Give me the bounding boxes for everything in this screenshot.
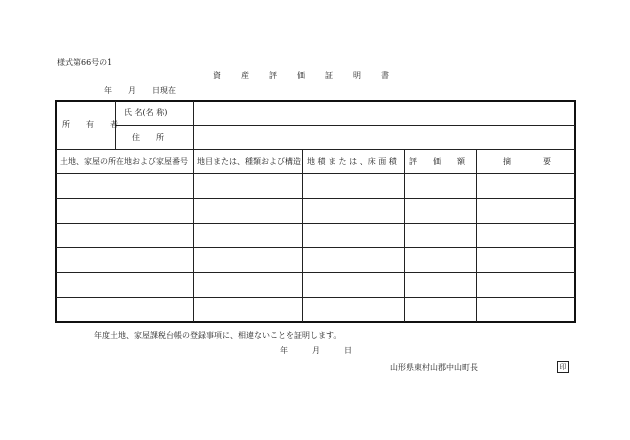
issuer-name: 山形県東村山郡中山町長 bbox=[390, 363, 478, 372]
certification-date: 年 月 日 bbox=[280, 346, 352, 355]
seal-stamp: 印 bbox=[557, 361, 569, 373]
col-header-value: 評 価 額 bbox=[409, 157, 465, 166]
address-label: 住 所 bbox=[132, 133, 164, 142]
as-of-date: 年 月 日現在 bbox=[104, 86, 176, 95]
certification-statement: 年度土地、家屋課税台帳の登録事項に、相違ないことを証明します。 bbox=[94, 331, 342, 340]
owner-label: 所 有 者 bbox=[62, 120, 122, 129]
col-header-area: 地 積 ま た は 、床 面 積 bbox=[307, 157, 397, 166]
col-header-location: 土地、家屋の所在地および家屋番号 bbox=[60, 157, 188, 166]
name-label: 氏 名(名 称) bbox=[124, 108, 168, 117]
form-number: 様式第66号の1 bbox=[57, 58, 113, 67]
col-header-remarks: 摘 要 bbox=[503, 157, 551, 166]
document-title: 資 産 評 価 証 明 書 bbox=[213, 71, 395, 80]
col-header-type: 地目または、種類および構造 bbox=[197, 157, 301, 166]
